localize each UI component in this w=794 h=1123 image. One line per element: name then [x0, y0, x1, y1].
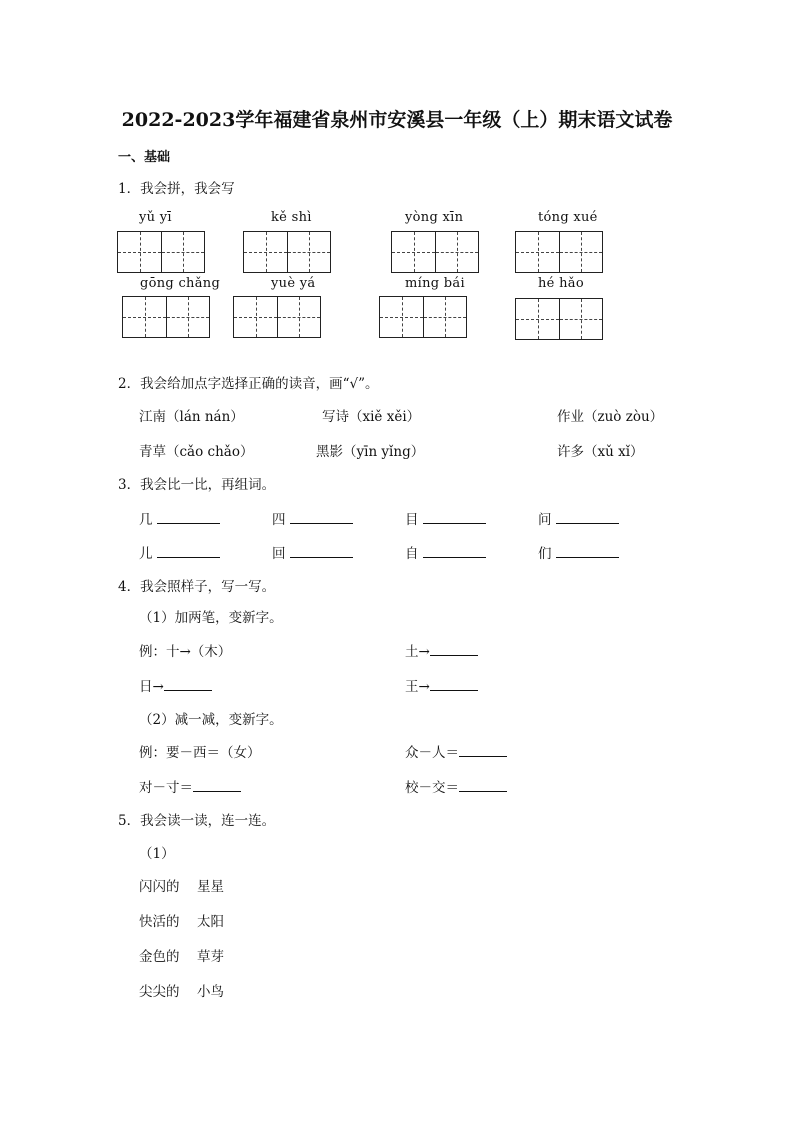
page-title: 2022-2023学年福建省泉州市安溪县一年级（上）期末语文试卷: [121, 109, 673, 131]
exercise-prompt: 日→: [139, 679, 164, 695]
character: 们: [538, 546, 552, 562]
exercise-prompt: 王→: [405, 679, 430, 695]
exercise-prompt: 对－寸＝: [139, 780, 193, 796]
match-right[interactable]: 太阳: [197, 914, 224, 930]
answer-blank[interactable]: [193, 777, 241, 792]
exercise-prompt: 众－人＝: [405, 745, 459, 761]
answer-blank[interactable]: [157, 543, 220, 558]
match-left[interactable]: 快活的: [139, 914, 180, 930]
answer-blank[interactable]: [164, 676, 212, 691]
writing-grid[interactable]: [391, 231, 479, 273]
match-left[interactable]: 金色的: [139, 949, 180, 965]
character: 几: [139, 512, 153, 528]
writing-grid[interactable]: [243, 231, 331, 273]
question-2-title: 2．我会给加点字选择正确的读音，画“√”。: [118, 376, 379, 392]
character: 自: [405, 546, 419, 562]
question-5-title: 5．我会读一读，连一连。: [118, 813, 276, 829]
word-item: [272, 508, 353, 528]
word-item: [405, 542, 486, 562]
word-item: [139, 508, 220, 528]
reading-choice[interactable]: 许多（xǔ xǐ）: [557, 444, 644, 460]
exercise-item: [405, 741, 507, 761]
answer-blank[interactable]: [430, 676, 478, 691]
writing-grid[interactable]: [233, 296, 321, 338]
pinyin-label: tóng xué: [538, 210, 598, 225]
writing-grid[interactable]: [515, 231, 603, 273]
exercise-item: [139, 776, 241, 796]
writing-grid[interactable]: [515, 298, 603, 340]
reading-choice[interactable]: 江南（lán nán）: [139, 409, 244, 425]
character: 儿: [139, 546, 153, 562]
match-right[interactable]: 小鸟: [197, 984, 224, 1000]
word-item: [139, 542, 220, 562]
answer-blank[interactable]: [459, 777, 507, 792]
character: 问: [538, 512, 552, 528]
pinyin-label: míng bái: [405, 276, 465, 291]
reading-choice[interactable]: 黑影（yīn yǐng）: [316, 444, 425, 460]
character: 回: [272, 546, 286, 562]
exercise-item: [405, 776, 507, 796]
answer-blank[interactable]: [430, 641, 478, 656]
exercise-prompt: 土→: [405, 644, 430, 660]
section-heading: 一、基础: [118, 150, 171, 165]
writing-grid[interactable]: [117, 231, 205, 273]
writing-grid[interactable]: [379, 296, 467, 338]
match-left[interactable]: 尖尖的: [139, 984, 180, 1000]
reading-choice[interactable]: 写诗（xiě xěi）: [322, 409, 421, 425]
pinyin-label: gōng chǎng: [140, 276, 221, 291]
answer-blank[interactable]: [290, 543, 353, 558]
example: 例：要－西＝（女）: [139, 745, 261, 761]
reading-choice[interactable]: 青草（cǎo chǎo）: [139, 444, 254, 460]
answer-blank[interactable]: [290, 509, 353, 524]
word-item: [272, 542, 353, 562]
sub-question: （1）: [139, 846, 175, 862]
writing-grid[interactable]: [122, 296, 210, 338]
pinyin-label: yuè yá: [271, 276, 316, 291]
example: 例：十→（木）: [139, 644, 232, 660]
sub-question: （1）加两笔，变新字。: [139, 610, 283, 626]
exercise-item: [405, 640, 478, 660]
word-item: [405, 508, 486, 528]
pinyin-label: hé hǎo: [538, 276, 584, 291]
character: 目: [405, 512, 419, 528]
exercise-item: [405, 675, 478, 695]
pinyin-label: yòng xīn: [405, 210, 464, 225]
answer-blank[interactable]: [556, 509, 619, 524]
word-item: [538, 508, 619, 528]
answer-blank[interactable]: [423, 543, 486, 558]
answer-blank[interactable]: [459, 742, 507, 757]
question-1-title: 1．我会拼，我会写: [118, 181, 235, 197]
pinyin-label: kě shì: [271, 210, 312, 225]
word-item: [538, 542, 619, 562]
question-4-title: 4．我会照样子，写一写。: [118, 579, 276, 595]
match-right[interactable]: 星星: [197, 879, 224, 895]
sub-question: （2）减一减，变新字。: [139, 712, 283, 728]
match-left[interactable]: 闪闪的: [139, 879, 180, 895]
exercise-item: [139, 675, 212, 695]
match-right[interactable]: 草芽: [197, 949, 224, 965]
pinyin-label: yǔ yī: [139, 210, 172, 225]
character: 四: [272, 512, 286, 528]
answer-blank[interactable]: [423, 509, 486, 524]
question-3-title: 3．我会比一比，再组词。: [118, 477, 276, 493]
exercise-prompt: 校－交＝: [405, 780, 459, 796]
answer-blank[interactable]: [157, 509, 220, 524]
reading-choice[interactable]: 作业（zuò zòu）: [557, 409, 664, 425]
answer-blank[interactable]: [556, 543, 619, 558]
